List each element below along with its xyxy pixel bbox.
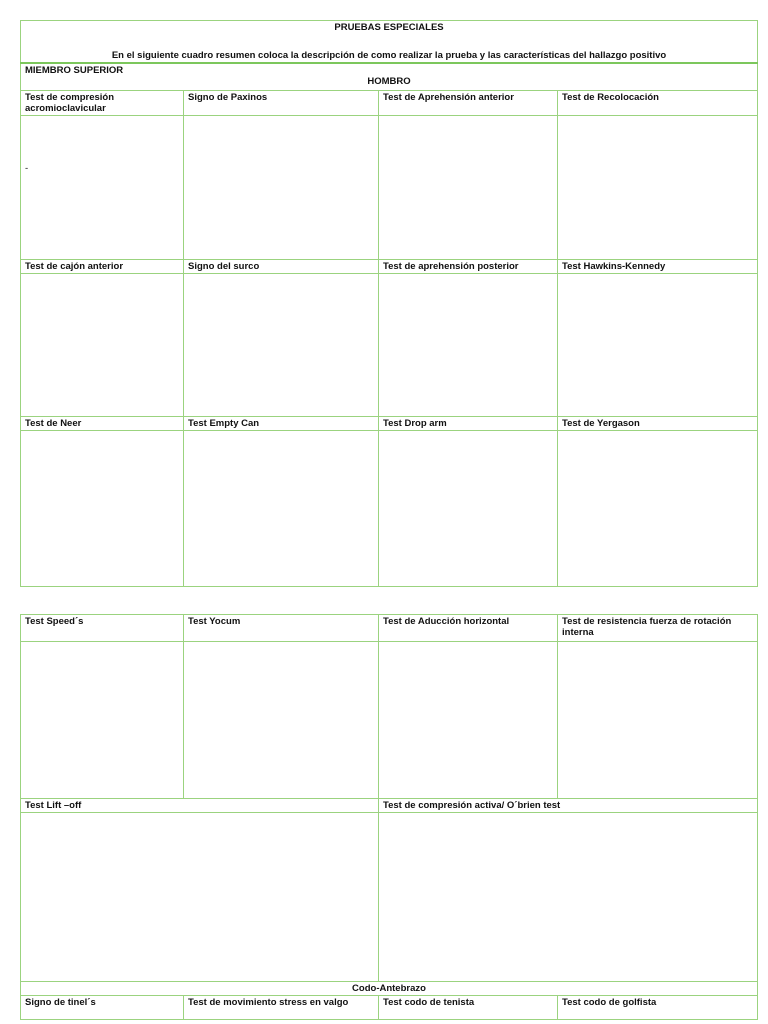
test-header: Test codo de golfista <box>558 996 758 1020</box>
test-header: Test de compresión acromioclavicular <box>21 91 184 116</box>
dash-mark: - <box>25 163 29 174</box>
answer-cell[interactable] <box>558 274 758 417</box>
answer-cell[interactable] <box>184 116 379 260</box>
answer-cell[interactable] <box>184 642 379 799</box>
answer-cell[interactable] <box>21 431 184 587</box>
subsection-label: HOMBRO <box>367 76 411 87</box>
test-header: Test de Neer <box>21 417 184 431</box>
test-header: Test Lift –off <box>21 799 379 813</box>
test-header: Test de resistencia fuerza de rotación interna <box>558 615 758 642</box>
answer-cell[interactable] <box>558 431 758 587</box>
answer-cell[interactable] <box>379 116 558 260</box>
answer-cell[interactable] <box>21 813 379 982</box>
answer-cell[interactable] <box>184 274 379 417</box>
test-header: Test de movimiento stress en valgo <box>184 996 379 1020</box>
answer-cell[interactable] <box>379 431 558 587</box>
answer-cell[interactable] <box>558 116 758 260</box>
special-tests-table-1 <box>20 20 758 587</box>
answer-cell[interactable] <box>184 431 379 587</box>
answer-cell[interactable] <box>379 642 558 799</box>
answer-cell[interactable] <box>21 642 184 799</box>
test-header: Test de compresión activa/ O´brien test <box>379 799 758 813</box>
test-header: Test Hawkins-Kennedy <box>558 260 758 274</box>
test-header: Test codo de tenista <box>379 996 558 1020</box>
section-header <box>21 63 758 91</box>
section-header: Codo-Antebrazo <box>21 982 758 996</box>
answer-cell[interactable] <box>379 274 558 417</box>
test-header: Test Speed´s <box>21 615 184 642</box>
test-header: Test Drop arm <box>379 417 558 431</box>
test-header: Test de Aducción horizontal <box>379 615 558 642</box>
answer-cell[interactable] <box>21 116 184 260</box>
special-tests-table-2 <box>20 614 758 1020</box>
test-header: Test de cajón anterior <box>21 260 184 274</box>
test-header: Signo de tinel´s <box>21 996 184 1020</box>
test-header: Signo de Paxinos <box>184 91 379 116</box>
answer-cell[interactable] <box>21 274 184 417</box>
answer-cell[interactable] <box>379 813 758 982</box>
test-header: Test de Aprehensión anterior <box>379 91 558 116</box>
test-header: Test de aprehensión posterior <box>379 260 558 274</box>
section-label: MIEMBRO SUPERIOR <box>25 65 124 76</box>
page-title: PRUEBAS ESPECIALES <box>21 21 758 36</box>
test-header: Test de Recolocación <box>558 91 758 116</box>
answer-cell[interactable] <box>558 642 758 799</box>
test-header: Test Empty Can <box>184 417 379 431</box>
test-header: Test de Yergason <box>558 417 758 431</box>
test-header: Signo del surco <box>184 260 379 274</box>
test-header: Test Yocum <box>184 615 379 642</box>
instructions-text: En el siguiente cuadro resumen coloca la descripción de como realizar la prueba y las características del hallazgo positivo <box>21 35 758 63</box>
